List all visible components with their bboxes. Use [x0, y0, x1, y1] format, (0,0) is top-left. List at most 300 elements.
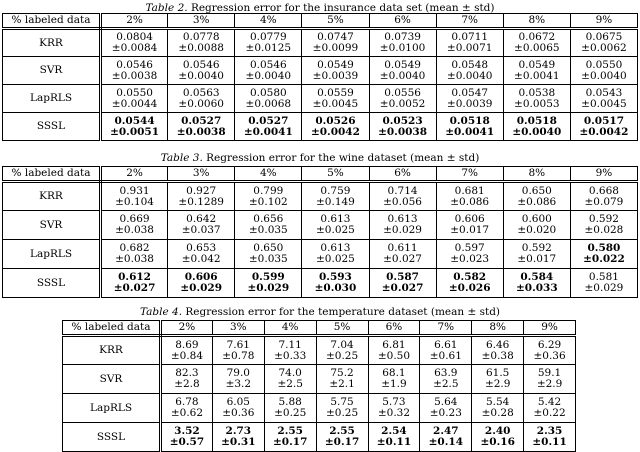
table-4-caption-label: Table 4. — [139, 306, 183, 318]
cell-mean: 0.799 — [253, 184, 284, 197]
cell-mean: 0.681 — [454, 184, 485, 197]
table-cell — [161, 336, 213, 365]
table-cell — [369, 211, 436, 240]
table-3 — [2, 166, 638, 298]
cell-std: ±0.25 — [274, 407, 307, 419]
table-cell — [503, 240, 570, 269]
cell-std: ±0.0040 — [581, 69, 627, 82]
cell-std: ±0.0100 — [379, 42, 426, 54]
table-cell — [235, 182, 302, 211]
table-cell — [503, 85, 570, 113]
table-cell — [168, 182, 235, 211]
cell-mean: 8.69 — [175, 338, 199, 351]
column-header: 9% — [570, 14, 637, 29]
cell-mean: 0.0739 — [384, 31, 421, 43]
column-header: 7% — [436, 14, 503, 29]
table-cell — [369, 240, 436, 269]
cell-mean: 0.0546 — [249, 58, 287, 71]
cell-mean: 0.580 — [587, 242, 621, 254]
table-cell — [436, 269, 503, 298]
table-cell — [316, 336, 368, 365]
table-row — [3, 57, 638, 85]
cell-mean: 0.0543 — [585, 86, 623, 99]
cell-std: ±0.030 — [314, 282, 357, 294]
cell-std: ±0.102 — [248, 195, 288, 208]
cell-std: ±0.0045 — [581, 97, 627, 110]
table-cell — [503, 29, 570, 57]
cell-mean: 0.0563 — [182, 86, 220, 99]
table-row — [63, 423, 576, 452]
cell-std: ±0.0042 — [310, 125, 360, 138]
cell-mean: 0.0778 — [182, 31, 220, 43]
table-cell — [302, 29, 369, 57]
table-cell — [101, 85, 168, 113]
cell-std: ±0.104 — [115, 195, 154, 208]
cell-std: ±0.0041 — [445, 125, 495, 138]
table-row — [63, 336, 576, 365]
table-cell — [524, 365, 576, 394]
table-cell — [436, 113, 503, 141]
cell-std: ±0.0051 — [110, 125, 160, 138]
cell-std: ±0.027 — [381, 282, 424, 294]
cell-mean: 0.613 — [387, 213, 418, 225]
cell-mean: 0.0559 — [317, 86, 354, 99]
cell-mean: 0.613 — [320, 213, 351, 225]
cell-std: ±0.0125 — [245, 42, 292, 54]
cell-mean: 0.0518 — [449, 114, 490, 127]
table-cell — [101, 211, 168, 240]
table-cell — [264, 394, 316, 423]
cell-mean: 6.29 — [537, 338, 562, 351]
cell-mean: 2.73 — [225, 425, 252, 437]
cell-mean: 0.0550 — [116, 86, 153, 99]
cell-std: ±0.25 — [325, 349, 359, 362]
cell-mean: 2.35 — [536, 425, 563, 437]
cell-std: ±0.0039 — [312, 69, 359, 82]
cell-std: ±0.0041 — [514, 69, 560, 82]
cell-mean: 7.61 — [226, 338, 250, 351]
cell-std: ±0.33 — [274, 349, 307, 362]
table-row — [3, 29, 638, 57]
cell-std: ±0.0071 — [446, 42, 493, 54]
table-cell — [420, 423, 472, 452]
cell-mean: 0.584 — [520, 271, 554, 283]
cell-std: ±0.027 — [383, 253, 422, 265]
cell-mean: 5.88 — [278, 396, 302, 408]
row-label: SVR — [3, 211, 101, 240]
cell-std: ±0.035 — [248, 253, 288, 265]
cell-mean: 6.05 — [226, 396, 250, 408]
table-cell — [369, 57, 436, 85]
table-cell — [369, 29, 436, 57]
cell-mean: 0.0547 — [451, 86, 489, 99]
cell-mean: 2.54 — [381, 425, 407, 437]
table-cell — [369, 182, 436, 211]
cell-std: ±0.0038 — [111, 69, 158, 82]
table-cell — [235, 85, 302, 113]
cell-std: ±0.23 — [429, 407, 462, 419]
table-row — [3, 269, 638, 298]
cell-mean: 0.613 — [320, 242, 351, 254]
cell-mean: 0.606 — [454, 213, 485, 225]
table-cell — [101, 29, 168, 57]
table-row — [63, 394, 576, 423]
column-header: 2% — [161, 321, 213, 336]
cell-std: ±0.086 — [517, 195, 557, 208]
column-header: 6% — [369, 167, 436, 182]
column-header: 4% — [235, 167, 302, 182]
table-3-caption-text: Regression error for the wine dataset (mean ± std) — [206, 152, 480, 164]
cell-mean: 0.611 — [387, 242, 418, 254]
cell-mean: 0.612 — [118, 271, 151, 283]
table-cell — [316, 394, 368, 423]
table-row — [3, 113, 638, 141]
row-label: SSSL — [63, 423, 161, 452]
table-cell — [472, 365, 524, 394]
cell-std: ±0.57 — [169, 436, 205, 448]
cell-mean: 0.0544 — [114, 114, 155, 127]
column-header: 7% — [420, 321, 472, 336]
cell-std: ±0.14 — [428, 436, 463, 448]
cell-mean: 0.0779 — [249, 31, 287, 43]
cell-std: ±2.9 — [536, 378, 563, 390]
table-cell — [368, 365, 420, 394]
table-cell — [161, 423, 213, 452]
cell-std: ±0.0088 — [178, 42, 224, 54]
table-cell — [472, 394, 524, 423]
table-cell — [503, 57, 570, 85]
cell-std: ±0.0068 — [245, 97, 292, 110]
table-4-caption-text: Regression error for the temperature dataset (mean ± std) — [185, 306, 501, 318]
cell-mean: 6.61 — [434, 338, 458, 351]
cell-std: ±0.0042 — [579, 125, 629, 138]
cell-mean: 0.582 — [453, 271, 487, 283]
cell-std: ±0.17 — [324, 436, 360, 448]
cell-mean: 0.0538 — [518, 86, 556, 99]
table-cell — [168, 269, 235, 298]
cell-std: ±0.079 — [584, 195, 624, 208]
table-cell — [235, 113, 302, 141]
cell-std: ±0.28 — [481, 407, 514, 419]
cell-mean: 0.682 — [119, 242, 150, 254]
header-label: % labeled data — [3, 167, 101, 182]
cell-std: ±0.033 — [515, 282, 558, 294]
table-cell — [302, 85, 369, 113]
table-cell — [524, 336, 576, 365]
cell-mean: 0.0550 — [585, 58, 623, 71]
table-cell — [302, 57, 369, 85]
table-2-caption-label: Table 2. — [145, 2, 188, 14]
cell-std: ±0.0038 — [378, 125, 428, 138]
cell-mean: 0.600 — [521, 213, 552, 225]
column-header: 6% — [368, 321, 420, 336]
table-cell — [369, 113, 436, 141]
cell-std: ±0.0038 — [176, 125, 226, 138]
table-row — [63, 365, 576, 394]
cell-std: ±0.029 — [584, 282, 624, 294]
cell-mean: 82.3 — [175, 367, 199, 379]
table-cell — [101, 57, 168, 85]
cell-std: ±0.027 — [113, 282, 156, 294]
table-cell — [368, 423, 420, 452]
table-cell — [524, 394, 576, 423]
cell-std: ±0.056 — [383, 195, 422, 208]
cell-mean: 0.650 — [253, 242, 284, 254]
header-label: % labeled data — [63, 321, 161, 336]
table-cell — [420, 336, 472, 365]
cell-mean: 0.593 — [318, 271, 352, 283]
cell-mean: 0.0556 — [384, 86, 421, 99]
table-cell — [168, 85, 235, 113]
column-header: 5% — [316, 321, 368, 336]
cell-mean: 2.40 — [484, 425, 511, 437]
cell-std: ±0.037 — [181, 224, 221, 236]
cell-std: ±0.17 — [273, 436, 308, 448]
table-2 — [2, 13, 638, 141]
column-header: 2% — [101, 167, 168, 182]
table-2-block — [0, 0, 640, 148]
table-cell — [368, 336, 420, 365]
table-cell — [101, 182, 168, 211]
table-cell — [264, 423, 316, 452]
table-cell — [570, 269, 637, 298]
table-cell — [264, 365, 316, 394]
table-cell — [168, 113, 235, 141]
table-cell — [503, 113, 570, 141]
cell-std: ±0.0099 — [312, 42, 359, 54]
cell-mean: 5.73 — [382, 396, 406, 408]
column-header: 5% — [302, 167, 369, 182]
cell-mean: 0.0527 — [248, 114, 289, 127]
cell-mean: 0.0518 — [516, 114, 557, 127]
cell-mean: 75.2 — [330, 367, 354, 379]
cell-std: ±0.50 — [377, 349, 411, 362]
column-header: 3% — [212, 321, 264, 336]
cell-mean: 0.599 — [251, 271, 285, 283]
cell-std: ±0.0040 — [178, 69, 224, 82]
table-cell — [302, 240, 369, 269]
cell-mean: 0.0747 — [317, 31, 354, 43]
table-cell — [101, 269, 168, 298]
table-cell — [212, 394, 264, 423]
cell-mean: 59.1 — [537, 367, 562, 379]
cell-std: ±2.8 — [174, 378, 200, 390]
header-row — [3, 14, 638, 29]
row-label: KRR — [63, 336, 161, 365]
row-label: SVR — [3, 57, 101, 85]
table-cell — [168, 211, 235, 240]
table-cell — [101, 113, 168, 141]
cell-mean: 0.0526 — [315, 114, 356, 127]
cell-std: ±0.029 — [180, 282, 223, 294]
table-cell — [235, 211, 302, 240]
header-row — [3, 167, 638, 182]
cell-mean: 0.0523 — [382, 114, 423, 127]
cell-mean: 6.78 — [175, 396, 199, 408]
cell-std: ±0.32 — [377, 407, 411, 419]
cell-mean: 5.42 — [537, 396, 562, 408]
column-header: 9% — [524, 321, 576, 336]
cell-mean: 0.656 — [253, 213, 284, 225]
cell-std: ±0.0060 — [178, 97, 224, 110]
cell-mean: 0.0546 — [116, 58, 153, 71]
cell-std: ±0.029 — [383, 224, 422, 236]
row-label: LapRLS — [63, 394, 161, 423]
cell-mean: 2.47 — [433, 425, 459, 437]
table-cell — [420, 365, 472, 394]
table-cell — [168, 29, 235, 57]
cell-mean: 0.587 — [386, 271, 419, 283]
column-header: 9% — [570, 167, 637, 182]
cell-mean: 0.592 — [521, 242, 552, 254]
cell-std: ±0.22 — [533, 407, 566, 419]
table-cell — [101, 240, 168, 269]
cell-std: ±2.9 — [484, 378, 511, 390]
table-cell — [302, 211, 369, 240]
row-label: KRR — [3, 29, 101, 57]
cell-std: ±0.0045 — [312, 97, 359, 110]
table-row — [3, 85, 638, 113]
cell-mean: 0.931 — [119, 184, 150, 197]
row-label: LapRLS — [3, 85, 101, 113]
cell-std: ±0.0065 — [514, 42, 560, 54]
column-header: 8% — [503, 167, 570, 182]
cell-std: ±0.0044 — [111, 97, 158, 110]
table-cell — [316, 423, 368, 452]
table-3-caption — [0, 152, 640, 164]
cell-mean: 68.1 — [382, 367, 406, 379]
table-cell — [212, 336, 264, 365]
cell-mean: 0.0672 — [518, 31, 556, 43]
cell-std: ±0.025 — [316, 253, 355, 265]
table-4 — [62, 320, 576, 452]
cell-std: ±0.16 — [480, 436, 515, 448]
cell-std: ±0.0052 — [379, 97, 426, 110]
cell-std: ±0.017 — [450, 224, 490, 236]
cell-mean: 61.5 — [485, 367, 510, 379]
cell-std: ±0.36 — [222, 407, 255, 419]
cell-mean: 0.581 — [588, 271, 619, 283]
cell-std: ±0.31 — [221, 436, 256, 448]
table-cell — [436, 57, 503, 85]
cell-mean: 0.597 — [454, 242, 485, 254]
cell-std: ±0.25 — [325, 407, 359, 419]
table-cell — [570, 113, 637, 141]
column-header: 4% — [235, 14, 302, 29]
cell-std: ±0.042 — [181, 253, 221, 265]
cell-std: ±0.0040 — [512, 125, 562, 138]
cell-std: ±0.020 — [517, 224, 557, 236]
table-cell — [161, 394, 213, 423]
cell-mean: 0.653 — [186, 242, 217, 254]
cell-std: ±0.023 — [450, 253, 490, 265]
cell-mean: 0.0711 — [451, 31, 489, 43]
cell-mean: 0.669 — [119, 213, 150, 225]
table-cell — [368, 394, 420, 423]
cell-mean: 0.0549 — [384, 58, 421, 71]
cell-std: ±0.038 — [115, 224, 154, 236]
cell-std: ±0.028 — [584, 224, 624, 236]
row-label: KRR — [3, 182, 101, 211]
cell-std: ±0.0084 — [111, 42, 158, 54]
table-cell — [235, 269, 302, 298]
column-header: 7% — [436, 167, 503, 182]
column-header: 3% — [168, 14, 235, 29]
cell-mean: 3.52 — [174, 425, 200, 437]
cell-std: ±0.1289 — [178, 195, 224, 208]
table-row — [3, 240, 638, 269]
table-cell — [168, 57, 235, 85]
cell-mean: 0.759 — [320, 184, 351, 197]
cell-mean: 0.0546 — [182, 58, 220, 71]
cell-mean: 0.0517 — [583, 114, 625, 127]
header-row — [63, 321, 576, 336]
cell-std: ±0.0053 — [514, 97, 560, 110]
table-4-block — [0, 302, 640, 452]
column-header: 5% — [302, 14, 369, 29]
table-cell — [524, 423, 576, 452]
table-cell — [420, 394, 472, 423]
table-cell — [235, 240, 302, 269]
cell-std: ±0.035 — [248, 224, 288, 236]
cell-mean: 0.0804 — [116, 31, 153, 43]
table-cell — [369, 269, 436, 298]
row-label: SVR — [63, 365, 161, 394]
cell-std: ±0.62 — [170, 407, 204, 419]
cell-std: ±0.0062 — [581, 42, 627, 54]
cell-mean: 0.606 — [184, 271, 218, 283]
cell-mean: 0.0675 — [585, 31, 623, 43]
table-cell — [570, 182, 637, 211]
cell-std: ±0.086 — [450, 195, 490, 208]
table-cell — [316, 365, 368, 394]
cell-mean: 0.927 — [186, 184, 217, 197]
cell-mean: 0.650 — [521, 184, 552, 197]
cell-std: ±2.1 — [329, 378, 355, 390]
table-cell — [161, 365, 213, 394]
header-label: % labeled data — [3, 14, 101, 29]
cell-mean: 6.81 — [382, 338, 406, 351]
row-label: SSSL — [3, 269, 101, 298]
column-header: 4% — [264, 321, 316, 336]
cell-std: ±0.022 — [583, 253, 625, 265]
table-cell — [503, 211, 570, 240]
table-3-caption-label: Table 3. — [160, 152, 203, 164]
table-3-block — [0, 148, 640, 300]
cell-std: ±0.11 — [532, 436, 567, 448]
table-cell — [570, 29, 637, 57]
table-cell — [302, 182, 369, 211]
column-header: 8% — [503, 14, 570, 29]
table-cell — [369, 85, 436, 113]
table-cell — [503, 182, 570, 211]
table-cell — [472, 336, 524, 365]
cell-mean: 5.54 — [485, 396, 510, 408]
cell-std: ±0.38 — [481, 349, 514, 362]
table-cell — [436, 85, 503, 113]
table-cell — [212, 423, 264, 452]
cell-mean: 7.04 — [330, 338, 354, 351]
cell-mean: 0.668 — [588, 184, 619, 197]
cell-mean: 2.55 — [277, 425, 303, 437]
cell-std: ±1.9 — [381, 378, 407, 390]
table-cell — [302, 269, 369, 298]
cell-mean: 0.0549 — [317, 58, 354, 71]
cell-std: ±0.11 — [376, 436, 412, 448]
cell-std: ±0.0040 — [446, 69, 493, 82]
table-cell — [570, 211, 637, 240]
column-header: 8% — [472, 321, 524, 336]
